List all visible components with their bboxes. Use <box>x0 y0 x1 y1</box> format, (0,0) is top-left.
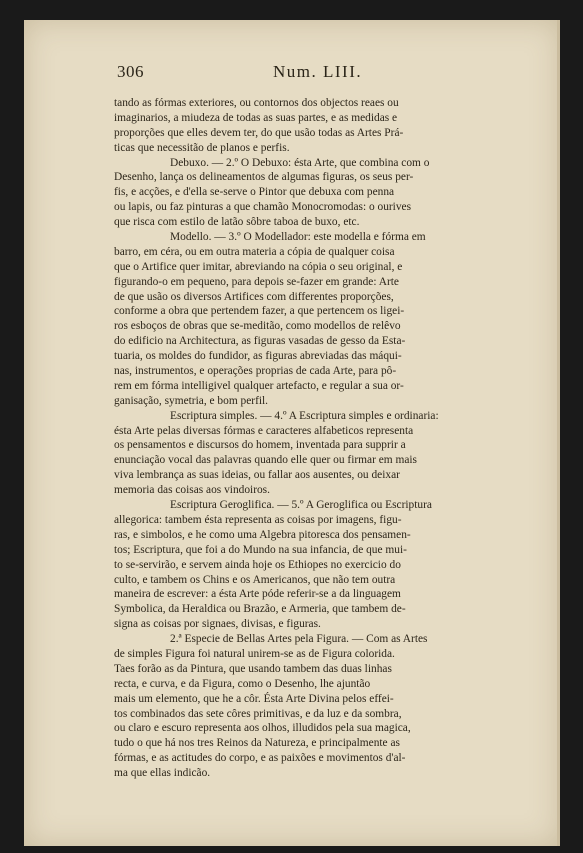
text-line: proporções que elles devem ter, do que usão todas as Artes Prá- <box>114 126 404 139</box>
text-line: barro, em céra, ou em outra materia a cópia de qualquer coisa <box>114 245 395 258</box>
text-line: maneira de escrever: a ésta Arte póde referir-se a da linguagem <box>114 588 401 601</box>
text-line: os pensamentos e discursos do homem, inventada para supprir a <box>114 439 406 452</box>
text-line: Symbolica, da Heraldica ou Brazão, e Armeria, que tambem de- <box>114 603 406 616</box>
book-page <box>24 20 560 846</box>
text-line: figurando-o em pequeno, para depois se-fazer em grande: Arte <box>114 275 399 288</box>
text-line: 2.ª Especie de Bellas Artes pela Figura. — Com as Artes <box>170 633 428 646</box>
text-line: de que usão os diversos Artifices com differentes proporções, <box>114 290 394 303</box>
text-line: ras, e simbolos, e he como uma Algebra pitoresca dos pensamen- <box>114 528 411 541</box>
text-line: Escriptura Geroglifica. — 5.º A Geroglifica ou Escriptura <box>170 499 432 512</box>
text-line: ma que ellas indicão. <box>114 767 211 780</box>
text-line: fórmas, e as actitudes do corpo, e as paixões e movimentos d'al- <box>114 752 406 765</box>
text-line: mais um elemento, que he a côr. Ésta Arte Divina pelos effei- <box>114 692 394 705</box>
text-line: conforme a obra que pertendem fazer, a que pertencem os ligei- <box>114 305 405 318</box>
text-line: enunciação vocal das palavras quando elle quer ou firmar em mais <box>114 454 417 467</box>
text-line: tando as fórmas exteriores, ou contornos dos objectos reaes ou <box>114 97 399 109</box>
page-edge <box>557 20 560 846</box>
text-line: fis, e acções, e d'ella se-serve o Pintor que debuxa com penna <box>114 186 395 199</box>
text-line: allegorica: tambem ésta representa as coisas por imagens, figu- <box>114 513 402 526</box>
text-line: imaginarios, a miudeza de todas as suas partes, e as medidas e <box>114 111 398 124</box>
text-line: de simples Figura foi natural unirem-se as de Figura colorida. <box>114 647 395 660</box>
text-line: tos combinados das sete côres primitivas, e da luz e da sombra, <box>114 707 402 720</box>
text-line: Modello. — 3.º O Modellador: este modella e fórma em <box>170 231 426 244</box>
text-line: viva lembrança as suas ideias, ou fallar aos ausentes, ou deixar <box>114 469 400 482</box>
text-line: signa as coisas por signaes, divisas, e figuras. <box>114 618 321 631</box>
text-line: ou lapis, ou faz pinturas a que chamão Monocromodas: o ourives <box>114 201 412 214</box>
text-line: Escriptura simples. — 4.º A Escriptura simples e ordinaria: <box>170 409 439 422</box>
page-header <box>91 62 531 88</box>
body-text <box>114 96 520 781</box>
page-number: 306 <box>117 62 144 81</box>
text-line: Taes forão as da Pintura, que usando tambem das duas linhas <box>114 662 392 675</box>
text-line: ou claro e escuro representa aos olhos, illudidos pela sua magica, <box>114 722 411 735</box>
text-line: tuaria, os moldes do fundidor, as figuras abreviadas das máqui- <box>114 350 402 363</box>
text-line: tos; Escriptura, que foi a do Mundo na sua infancia, de que mui- <box>114 543 407 556</box>
text-line: memoria das coisas aos vindoiros. <box>114 484 270 497</box>
text-line: tudo o que há nos tres Reinos da Natureza, e principalmente as <box>114 737 400 750</box>
text-line: nas, instrumentos, e operações proprias de cada Arte, para pô- <box>114 365 397 378</box>
text-line: ros esboços de obras que se-meditão, como modellos de relêvo <box>114 320 401 333</box>
text-line: do edificio na Architectura, as figuras vasadas de gesso da Esta- <box>114 335 406 348</box>
text-line: que risca com estilo de latão sôbre taboa de buxo, etc. <box>114 216 360 229</box>
running-title: Num. LIII. <box>273 62 363 81</box>
text-line: to se-servirão, e servem ainda hoje os Ethiopes no exercicio do <box>114 558 401 571</box>
text-line: recta, e curva, e da Figura, como o Desenho, lhe ajuntão <box>114 677 371 690</box>
text-line: Debuxo. — 2.º O Debuxo: ésta Arte, que combina com o <box>170 156 430 169</box>
text-line: ésta Arte pelas diversas fórmas e caracteres alfabeticos representa <box>114 424 414 437</box>
text-line: ganisação, symetria, e bom perfil. <box>114 394 269 407</box>
text-line: culto, e tambem os Chins e os Americanos, que não tem outra <box>114 573 396 586</box>
text-line: rem em fórma intelligivel qualquer artefacto, e regular a sua or- <box>114 379 404 392</box>
text-line: que o Artifice quer imitar, abreviando na cópia o seu original, e <box>114 260 403 273</box>
text-line: Desenho, lança os delineamentos de algumas figuras, os seus per- <box>114 171 414 184</box>
text-line: ticas que necessitão de planos e perfis. <box>114 141 290 154</box>
